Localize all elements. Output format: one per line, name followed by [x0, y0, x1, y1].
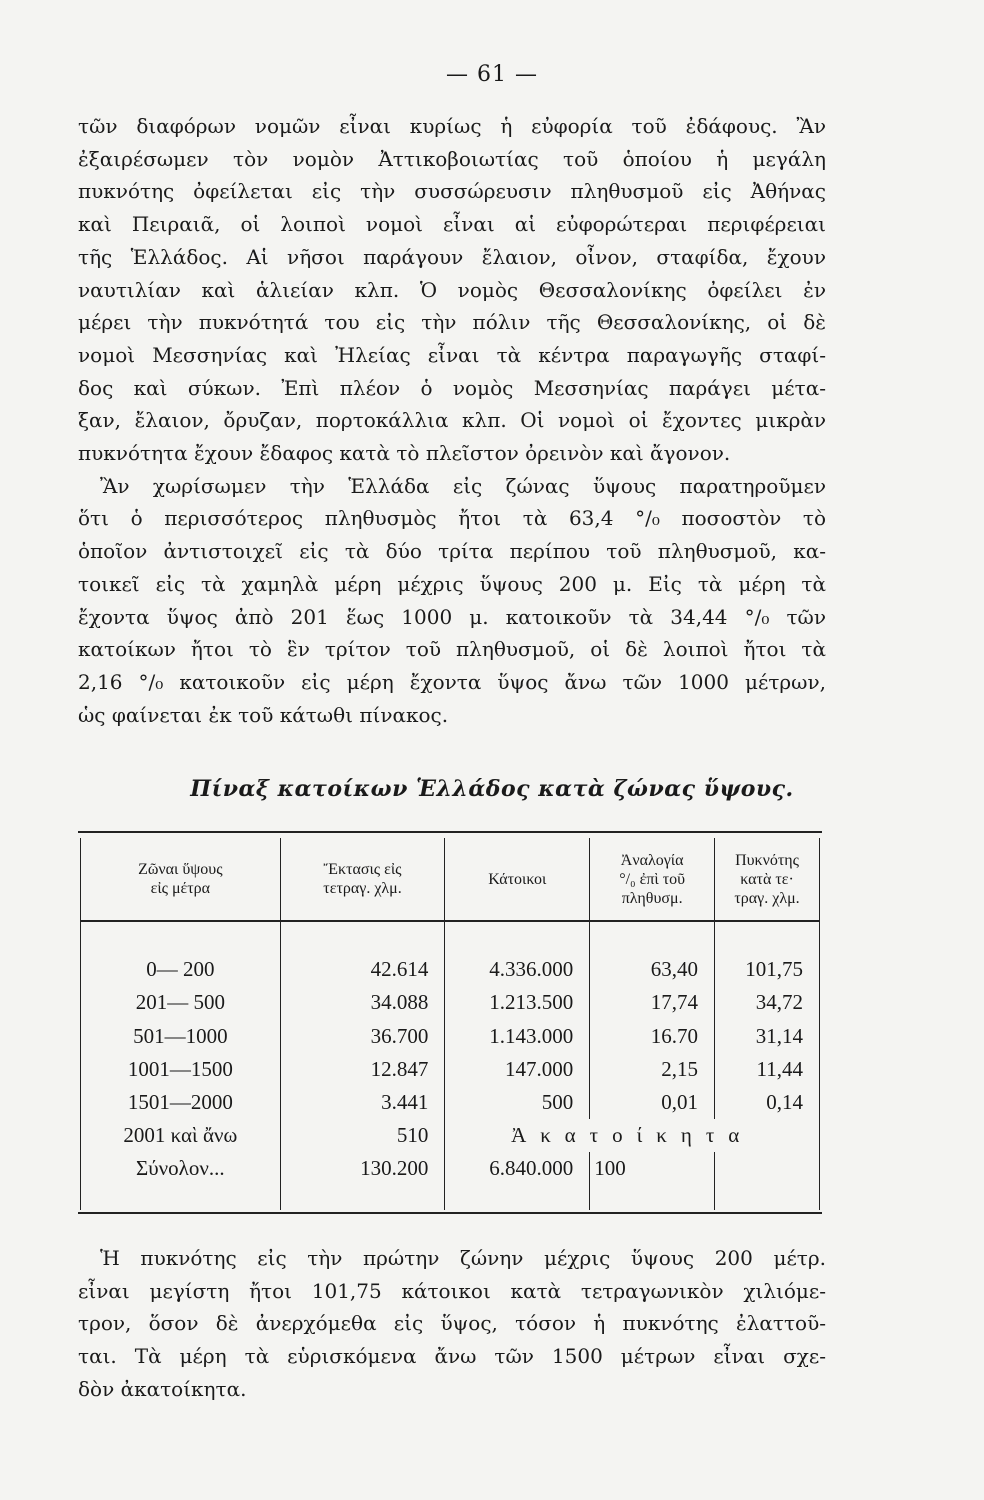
text-line: πυκνότης ὀφείλεται εἰς τὴν συσσώρευσιν πληθυσμοῦ εἰς Ἀθήνας — [78, 179, 826, 204]
cell-area: 36.700 — [280, 1020, 445, 1053]
cell-zone: 0— 200 — [81, 953, 281, 986]
table-cell — [590, 1186, 715, 1210]
table-row — [81, 1086, 820, 1119]
header-line: °/₀ ἐπὶ τοῦ — [619, 870, 686, 888]
text-line: ὁποῖον ἀντιστοιχεῖ εἰς τὰ δύο τρίτα περίπου τοῦ πληθυσμοῦ, κα- — [78, 539, 826, 564]
cell-density: 31,14 — [715, 1020, 820, 1053]
population-table — [80, 838, 820, 1210]
text-line: καὶ Πειραιᾶ, οἱ λοιποὶ νομοὶ εἶναι αἱ εὐφορώτεραι περιφέρειαι — [78, 212, 826, 237]
cell-population: 6.840.000 — [445, 1152, 590, 1185]
header-ratio — [590, 838, 715, 921]
table-cell — [445, 921, 590, 953]
cell-area: 130.200 — [280, 1152, 445, 1185]
paragraph-2 — [78, 1242, 826, 1406]
text-line: τοικεῖ εἰς τὰ χαμηλὰ μέρη μέχρις ὕψους 200 μ. Εἰς τὰ μέρη τὰ — [78, 571, 826, 596]
cell-ratio: 0,01 — [590, 1086, 715, 1119]
cell-zone: 501—1000 — [81, 1020, 281, 1053]
text-line: μέρει τὴν πυκνότητά του εἰς τὴν πόλιν τῆς Θεσσαλονίκης, οἱ δὲ — [78, 310, 826, 335]
text-line: ἔχοντα ὕψος ἀπὸ 201 ἕως 1000 μ. κατοικοῦν τὰ 34,44 °/₀ τῶν — [78, 604, 826, 629]
cell-zone: 2001 καὶ ἄνω — [81, 1119, 281, 1152]
table-row — [81, 986, 820, 1019]
cell-zone: 1001—1500 — [81, 1053, 281, 1086]
table-cell — [81, 1186, 281, 1210]
cell-zone: Σύνολον... — [81, 1152, 281, 1185]
cell-area: 3.441 — [280, 1086, 445, 1119]
header-line: Κάτοικοι — [488, 870, 547, 888]
cell-density: 101,75 — [715, 953, 820, 986]
header-line: τραγ. χλμ. — [734, 889, 800, 907]
header-density — [715, 838, 820, 921]
table-cell — [715, 1186, 820, 1210]
text-line: δος καὶ σύκων. Ἐπὶ πλέον ὁ νομὸς Μεσσηνίας παράγει μέτα- — [78, 375, 826, 400]
table-row-total — [81, 1152, 820, 1185]
header-area — [280, 838, 445, 921]
cell-density: 11,44 — [715, 1053, 820, 1086]
cell-ratio: 2,15 — [590, 1053, 715, 1086]
table-title: Πίναξ κατοίκων Ἑλλάδος κατὰ ζώνας ὕψους. — [190, 776, 794, 802]
table-row — [81, 1053, 820, 1086]
text-line: τῆς Ἑλλάδος. Αἱ νῆσοι παράγουν ἔλαιον, οἶνον, σταφίδα, ἔχουν — [78, 244, 826, 269]
header-line: πληθυσμ. — [621, 889, 683, 907]
cell-zone: 1501—2000 — [81, 1086, 281, 1119]
cell-area: 34.088 — [280, 986, 445, 1019]
header-line: Ἀναλογία — [620, 851, 684, 869]
header-zone — [81, 838, 281, 921]
cell-population: 500 — [445, 1086, 590, 1119]
text-line: 2,16 °/₀ κατοικοῦν εἰς μέρη ἔχοντα ὕψος ἄνω τῶν 1000 μέτρων, — [78, 669, 826, 694]
text-line: δὸν ἀκατοίκητα. — [78, 1376, 247, 1401]
cell-ratio: 17,74 — [590, 986, 715, 1019]
cell-ratio: 16.70 — [590, 1020, 715, 1053]
cell-area: 510 — [280, 1119, 445, 1152]
table-cell — [81, 921, 281, 953]
table-cell — [590, 921, 715, 953]
cell-area: 12.847 — [280, 1053, 445, 1086]
table-cell — [280, 921, 445, 953]
header-line: Ἔκτασις εἰς — [323, 861, 402, 878]
text-line: ξαν, ἔλαιον, ὄρυζαν, πορτοκάλλια κλπ. Οἱ νομοὶ οἱ ἔχοντες μικρὰν — [78, 408, 826, 433]
header-line: Πυκνότης — [735, 851, 799, 869]
cell-density: 0,14 — [715, 1086, 820, 1119]
text-line: κατοίκων ἤτοι τὸ ἓν τρίτον τοῦ πληθυσμοῦ, οἱ δὲ λοιποὶ ἤτοι τὰ — [78, 637, 826, 662]
cell-population: 4.336.000 — [445, 953, 590, 986]
table-row — [81, 953, 820, 986]
table-cell — [280, 1186, 445, 1210]
cell-ratio: 100 — [590, 1152, 715, 1185]
header-line: εἰς μέτρα — [150, 880, 211, 897]
paragraph-1 — [78, 110, 826, 731]
table-spacer-row — [81, 921, 820, 953]
header-line: Ζῶναι ὕψους — [138, 861, 223, 878]
header-line: κατὰ τε· — [740, 870, 794, 888]
text-line: Ἂν χωρίσωμεν τὴν Ἑλλάδα εἰς ζώνας ὕψους παρατηροῦμεν — [100, 473, 826, 498]
cell-zone: 201— 500 — [81, 986, 281, 1019]
text-line: Ἡ πυκνότης εἰς τὴν πρώτην ζώνην μέχρις ὕψους 200 μέτρ. — [100, 1246, 826, 1270]
text-line: εἶναι μεγίστη ἤτοι 101,75 κάτοικοι κατὰ τετραγωνικὸν χιλιόμε- — [78, 1278, 826, 1303]
text-line: ὡς φαίνεται ἐκ τοῦ κάτωθι πίνακος. — [78, 702, 449, 727]
table-header-row — [81, 838, 820, 921]
table-cell — [715, 921, 820, 953]
table-spacer-row — [81, 1186, 820, 1210]
text-line: ἐξαιρέσωμεν τὸν νομὸν Ἀττικοβοιωτίας τοῦ ὁποίου ἡ μεγάλη — [78, 146, 826, 171]
cell-population: 1.143.000 — [445, 1020, 590, 1053]
cell-area: 42.614 — [280, 953, 445, 986]
text-line: ὅτι ὁ περισσότερος πληθυσμὸς ἤτοι τὰ 63,4 °/₀ ποσοστὸν τὸ — [78, 506, 826, 531]
text-line: ται. Τὰ μέρη τὰ εὑρισκόμενα ἄνω τῶν 1500 μέτρων εἶναι σχε- — [78, 1344, 826, 1369]
cell-population: 147.000 — [445, 1053, 590, 1086]
text-line: ναυτιλίαν καὶ ἁλιείαν κλπ. Ὁ νομὸς Θεσσαλονίκης ὀφείλει ἐν — [78, 277, 826, 302]
header-line: τετραγ. χλμ. — [323, 880, 402, 897]
table-row-uninhabited — [81, 1119, 820, 1152]
cell-ratio: 63,40 — [590, 953, 715, 986]
cell-uninhabited-label: Ἀκατοίκητα — [445, 1119, 820, 1152]
cell-density: 34,72 — [715, 986, 820, 1019]
cell-density — [715, 1152, 820, 1185]
table-row — [81, 1020, 820, 1053]
text-line: πυκνότητα ἔχουν ἔδαφος κατὰ τὸ πλεῖστον ὀρεινὸν καὶ ἄγονον. — [78, 441, 731, 466]
header-population — [445, 838, 590, 921]
text-line: τρον, ὅσον δὲ ἀνερχόμεθα εἰς ὕψος, τόσον ἡ πυκνότης ἐλαττοῦ- — [78, 1311, 826, 1336]
table-top-rule — [78, 831, 822, 833]
text-line: τῶν διαφόρων νομῶν εἶναι κυρίως ἡ εὐφορία τοῦ ἐδάφους. Ἂν — [78, 114, 826, 138]
text-line: νομοὶ Μεσσηνίας καὶ Ἠλείας εἶναι τὰ κέντρα παραγωγῆς σταφί- — [78, 342, 826, 367]
cell-population: 1.213.500 — [445, 986, 590, 1019]
page-number: — 61 — — [446, 62, 538, 87]
table-cell — [445, 1186, 590, 1210]
table-bottom-rule — [78, 1212, 822, 1214]
